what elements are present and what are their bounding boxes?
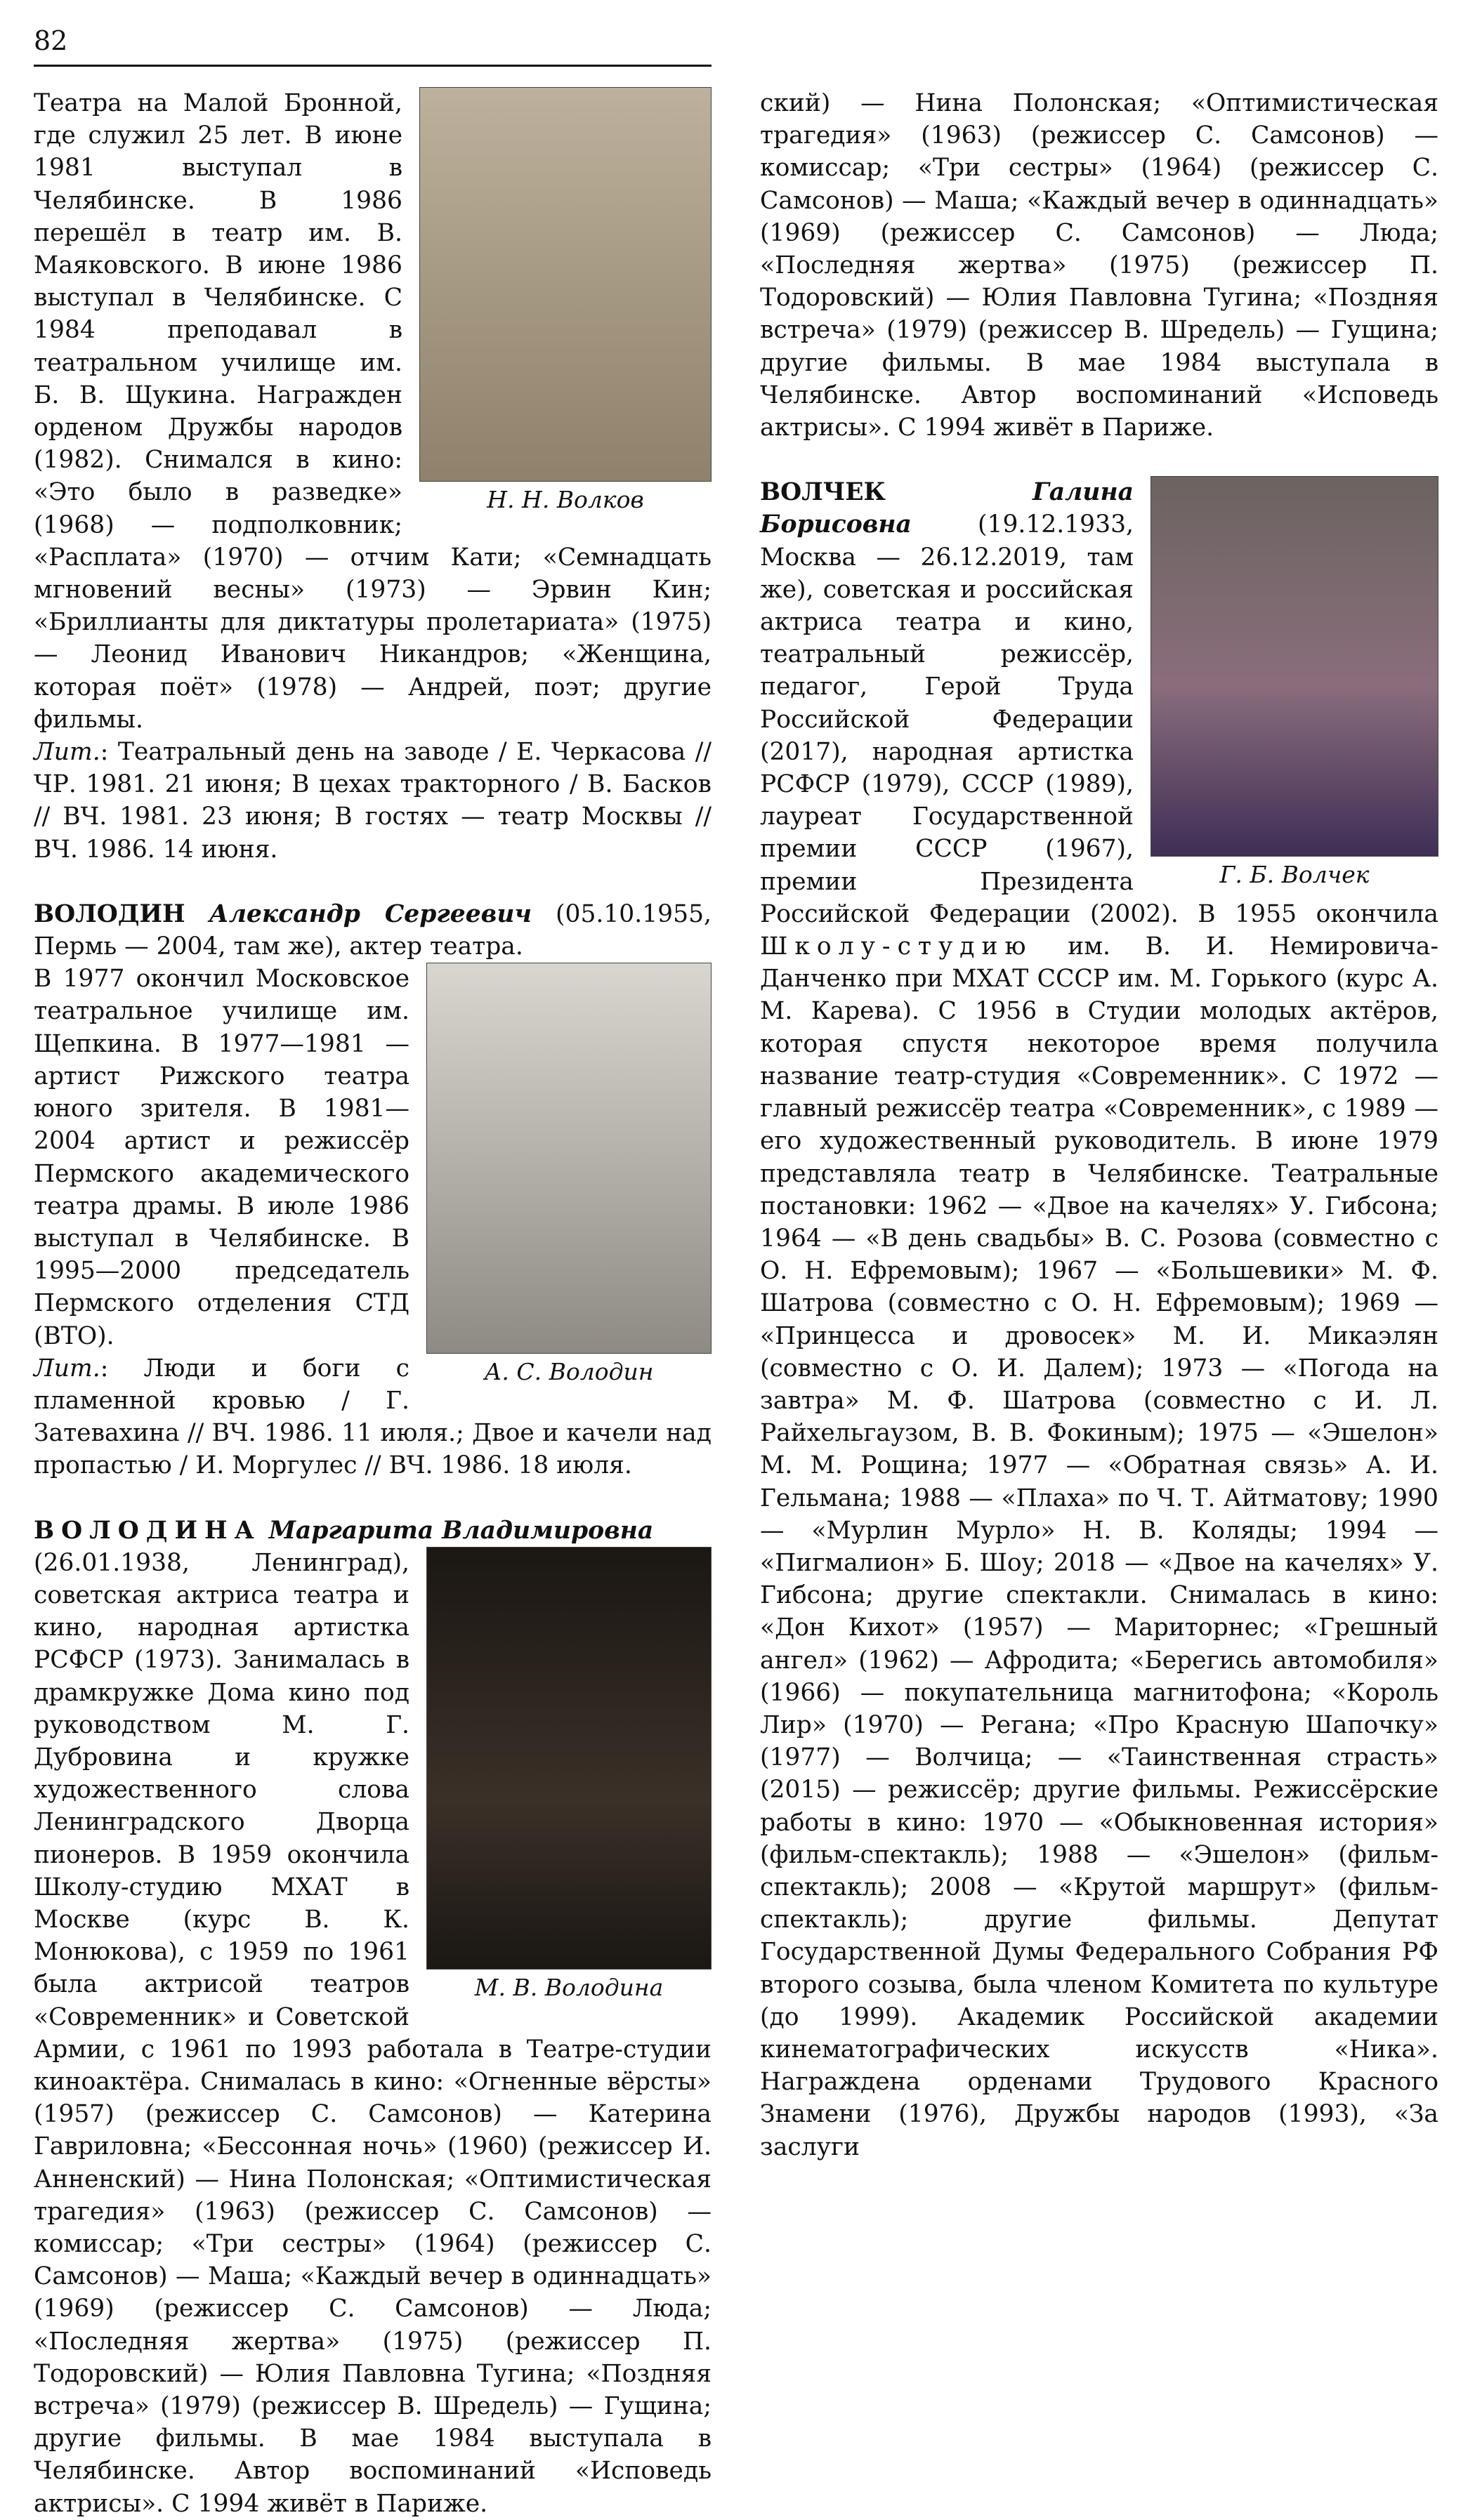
photo-caption-volkov: Н. Н. Волков [487,486,644,513]
headword-surname: ВОЛОДИНА [34,1516,261,1545]
photo-volkov-figure [419,87,712,514]
lit-text: : Люди и боги с пламенной кровью / Г. Затевахина // ВЧ. 1986. 11 июля.; Двое и качели над пропастью / И. Моргулес // ВЧ. 1986. 18 июля. [34,1354,712,1480]
entry-volkov-text: Театра на Малой Бронной, где служил 25 лет. В июне 1981 выступал в Челябинске. В 1986 перешёл в театр им. В. Маяковского. В июне 1986 выступал в Челябинске. С 1984 преподавал в театральном училище им. Б. В. Щукина. Награжден орденом Дружбы народов (1982). Снимался в кино: «Это было в разведке» (1968) — подполковник; «Расплата» (1970) — отчим Кати; «Семнадцать мгновений весны» (1973) — Эрвин Кин; «Бриллианты для диктатуры пролетариата» (1975) — Леонид Иванович Никандров; «Женщина, которая поёт» (1978) — Андрей, поэт; другие фильмы. [34,89,712,734]
entry-volchek-body-2: им. В. И. Немировича-Данченко при МХАТ СССР им. М. Горького (курс А. М. Карева). С 1956 в Студии молодых актёров, которая спустя некоторое время получила название театр-студия «Современник». С 1972 — главный режиссёр театра «Современник», с 1989 — его художественный руководитель. В июне 1979 представляла театр в Челябинске. Театральные постановки: 1962 — «Двое на качелях» У. Гибсона; 1964 — «В день свадьбы» В. С. Розова (совместно с О. Н. Ефремовым); 1967 — «Большевики» М. Ф. Шатрова (совместно с О. Н. Ефремовым); 1969 — «Принцесса и дровосек» М. И. Микаэлян (совместно с О. И. Далем); 1973 — «Погода на завтра» М. Ф. Шатрова (совместно с И. Л. Райхельгаузом, В. В. Фокиным); 1975 — «Эшелон» М. М. Рощина; 1977 — «Обратная связь» А. И. Гельмана; 1988 — «Плаха» по Ч. Т. Айтматову; 1990 — «Мурлин Мурло» Н. В. Коляды; 1994 — «Пигмалион» Б. Шоу; 2018 — «Двое на качелях» У. Гибсона; другие спектакли. Снималась в кино: «Дон Кихот» (1957) — Мариторнес; «Грешный ангел» (1962) — Афродита; «Берегись автомобиля» (1966) — покупательница магнитофона; «Король Лир» (1970) — Регана; «Про Красную Шапочку» (1977) — Волчица; — «Таинственная страсть» (2015) — режиссёр; другие фильмы. Режиссёрские работы в кино: 1970 — «Обыкновенная история» (фильм-спектакль); 1988 — «Эшелон» (фильм-спектакль); 2008 — «Крутой маршрут» (фильм-спектакль); другие фильмы. Депутат Государственной Думы Федерального Собрания РФ второго созыва, была членом Комитета по культуре (до 1999). Академик Российской академии кинематографических искусств «Ника». Награждена орденами Трудового Красного Знамени (1976), Дружбы народов (1993), «За заслуги [760,932,1438,2161]
page-number: 82 [34,25,68,56]
headword-surname: ВОЛОДИН [34,899,185,928]
portrait-volkov-image [419,87,712,482]
photo-caption-volodin: А. С. Володин [484,1358,654,1386]
entry-volchek-spaced: Школу-студию [760,932,1033,961]
photo-volodina-figure [426,1547,712,2002]
entry-volchek [760,476,1438,2163]
entry-volodina-text: (26.01.1938, Ленинград), советская актриса театра и кино, народная артистка РСФСР (1973). Занималась в драмкружке Дома кино под руководством М. Г. Дубровина и кружке художественного слова Ленинградского Дворца пионеров. В 1959 окончила Школу-студию МХАТ в Москве (курс В. К. Монюкова), с 1959 по 1961 была актрисой театров «Современник» и Советской Армии, с 1961 по 1993 работала в Театре-студии киноактёра. Снималась в кино: «Огненные вёрсты» (1957) (режиссер С. Самсонов) — Катерина Гавриловна; «Бессонная ночь» (1960) (режиссер И. Анненский) — Нина Полонская; «Оптимистическая трагедия» (1963) (режиссер С. Самсонов) — комиссар; «Три сестры» (1964) (режиссер С. Самсонов) — Маша; «Каждый вечер в одиннадцать» (1969) (режиссер С. Самсонов) — Люда; «Последняя жертва» (1975) (режиссер П. Тодоровский) — Юлия Павловна Тугина; «Поздняя встреча» (1979) (режиссер В. Шредель) — Гущина; другие фильмы. В мае 1984 выступала в Челябинске. Автор воспоминаний «Исповедь актрисы». С 1994 живёт в Париже. [34,1548,712,2518]
entry-volchek-body: (19.12.1933, Москва — 26.12.2019, там же), советская и российская актриса театра и кино, театральный режиссёр, педагог, Герой Труда Российской Федерации (2017), народная артистка РСФСР (1979), СССР (1989), лауреат Государственной премии СССР (1967), премии Президента Российской Федерации (2002). В 1955 окончила [760,510,1438,928]
photo-volchek-figure [1150,476,1438,889]
headword-given-names: Галина Борисовна [760,478,1134,539]
portrait-volodin-image [426,963,712,1354]
header-rule [34,65,712,67]
entry-volodin [34,898,712,1482]
headword-given-names: Маргарита Владимировна [268,1516,654,1545]
headword-surname: ВОЛЧЕК [760,478,886,507]
portrait-volodina-image [426,1547,712,1970]
headword-given-names: Александр Сергеевич [209,899,532,928]
lit-label: Лит. [34,738,100,767]
right-column [760,87,1438,2163]
left-column [34,87,712,2520]
lit-text: : Театральный день на заводе / Е. Черкасова // ЧР. 1981. 21 июня; В цехах тракторного / В. Басков // ВЧ. 1981. 23 июня; В гостях — театр Москвы // ВЧ. 1986. 14 июня. [34,738,712,864]
entry-volodin-dates: (05.10.1955, Пермь — 2004, там же), актер театра. [34,899,712,961]
entry-volkov [34,87,712,866]
entry-volodin-intro [34,898,712,963]
photo-caption-volodina: М. В. Володина [474,1973,664,2001]
entry-volodina-intro [34,1515,712,1547]
portrait-volchek-image [1150,476,1438,857]
photo-caption-volchek: Г. Б. Волчек [1219,861,1370,889]
entry-volodina-continued: ский) — Нина Полонская; «Оптимистическая трагедия» (1963) (режиссер С. Самсонов) — комиссар; «Три сестры» (1964) (режиссер С. Самсонов) — Маша; «Каждый вечер в одиннадцать» (1969) (режиссер С. Самсонов) — Люда; «Последняя жертва» (1975) (режиссер П. Тодоровский) — Юлия Павловна Тугина; «Поздняя встреча» (1979) (режиссер В. Шредель) — Гущина; другие фильмы. В мае 1984 выступала в Челябинске. Автор воспоминаний «Исповедь актрисы». С 1994 живёт в Париже. [760,89,1438,442]
entry-volodin-text: В 1977 окончил Московское театральное училище им. Щепкина. В 1977—1981 — артист Рижского театра юного зрителя. В 1981—2004 артист и режиссёр Пермского академического театра драмы. В июле 1986 выступал в Челябинске. В 1995—2000 председатель Пермского отделения СТД (ВТО). [34,965,409,1350]
lit-label: Лит. [34,1354,100,1383]
entry-volkov-literature [34,736,712,866]
photo-volodin-figure [426,963,712,1386]
entry-volodina [34,1515,712,2520]
